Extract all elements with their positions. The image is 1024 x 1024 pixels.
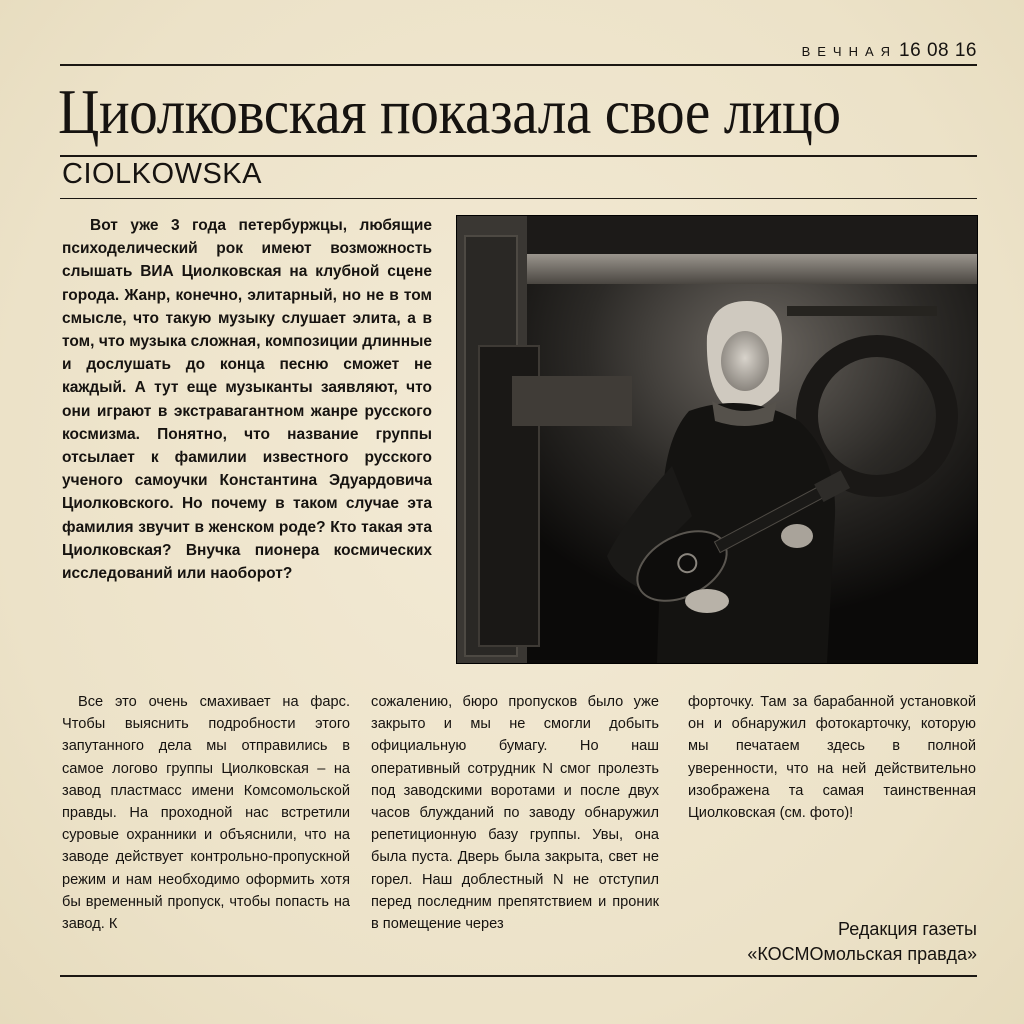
newspaper-name: ВЕЧНАЯ — [801, 44, 898, 59]
headline-rule — [60, 155, 977, 157]
kicker: CIOLKOWSKA — [62, 158, 262, 190]
signature-line-2: «КОСМОмольская правда» — [747, 944, 977, 964]
headline: Циолковская показала свое лицо — [58, 77, 841, 147]
signature — [747, 917, 977, 967]
body-column-3: форточку. Там за барабанной установкой он и обнаружил фотокарточку, которую мы печатаем здесь в полной уверенности, что на ней действительно изображена та самая таинственная Циолковская (см. фото)! — [688, 694, 976, 822]
article-photo — [456, 215, 978, 664]
bottom-rule — [60, 975, 977, 977]
masthead — [62, 40, 977, 62]
body-column-1: Все это очень смахивает на фарс. Чтобы выяснить подробности этого запутанного дела мы отправились в самое логово группы Циолковская – на завод пластмасс имени Комсомольской правды. На проходной нас встретили суровые охранники и объяснили, что на заводе действует контрольно-пропускной режим и нам необходимо оформить хотя бы временный пропуск, чтобы попасть на завод. К — [62, 694, 350, 933]
body-column-2: сожалению, бюро пропусков было уже закрыто и мы не смогли добыть официальную бумагу. Но наш оперативный сотрудник N смог пролезть под заводскими воротами и после двух часов блужданий по заводу обнаружил репетиционную базу группы. Увы, она была пуста. Дверь была закрыта, свет не горел. Наш доблестный N не отступил перед последним препятствием и проник в помещение через — [371, 694, 659, 933]
kicker-rule — [60, 198, 977, 199]
lede-paragraph: Вот уже 3 года петербуржцы, любящие психоделический рок имеют возможность слышать ВИА Циолковская на клубной сцене города. Жанр, конечно, элитарный, но не в том смысле, что такую музыку слушает элита, а в том, что музыка сложная, композиции длинные и дослушать до конца песню сможет не каждый. А тут еще музыканты заявляют, что они играют в экстравагантном жанре русского космизма. Понятно, что название группы отсылает к фамилии известного русского ученого самоучки Константина Эдуардовича Циолковского. Но почему в таком случае эта фамилия звучит в женском роде? Кто такая эта Циолковская? Внучка пионера космических исследований или наоборот? — [62, 217, 432, 583]
issue-date: 16 08 16 — [899, 40, 977, 61]
top-rule — [60, 64, 977, 66]
signature-line-1: Редакция газеты — [838, 919, 977, 939]
